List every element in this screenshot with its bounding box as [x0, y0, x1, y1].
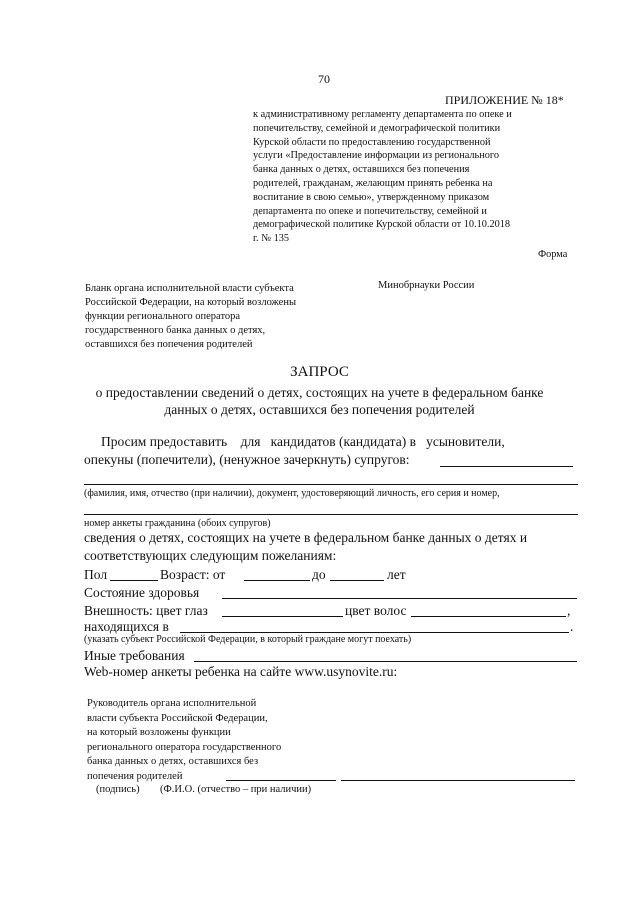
other-label: Иные требования: [84, 648, 185, 663]
appendix-line: г. № 135: [253, 233, 290, 245]
sender-line: Российской Федерации, на который возложены: [85, 297, 297, 308]
sender-blank: [85, 282, 296, 352]
fio-caption: (Ф.И.О. (отчество – при наличии): [160, 784, 312, 795]
period: .: [570, 619, 574, 634]
eye-color-input[interactable]: [222, 616, 343, 617]
appendix-line: Курской области по предоставлению государственной: [253, 136, 491, 148]
hint-fio: (фамилия, имя, отчество (при наличии), документ, удостоверяющий личность, его серия и номер,: [84, 488, 500, 499]
appendix-title: ПРИЛОЖЕНИЕ № 18*: [445, 93, 564, 107]
appendix-line: демографической политике Курской области от 10.10.2018: [253, 219, 511, 231]
signatory-line: Руководитель органа исполнительной: [87, 698, 257, 709]
signature-input[interactable]: [226, 780, 336, 781]
location-label: находящихся в: [84, 619, 169, 634]
age-unit-label: лет: [387, 567, 406, 582]
sender-line: оставшихся без попечения родителей: [85, 339, 253, 350]
fio-input[interactable]: [341, 780, 575, 781]
age-to-label: до: [312, 567, 326, 582]
subtitle-line: о предоставлении сведений о детях, состоящих на учете в федеральном банке: [95, 385, 544, 400]
appendix-line: департамента по опеке и попечительству, семейной и: [253, 205, 487, 217]
appendix-text: [253, 108, 575, 246]
sender-line: функции регионального оператора: [85, 311, 241, 322]
appendix-line: к административному регламенту департамента по опеке и: [253, 109, 512, 120]
info-line-1: сведения о детях, состоящих на учете в федеральном банке данных о детях и: [84, 530, 528, 545]
applicant-data-line[interactable]: [84, 484, 578, 485]
request-line-1: Просим предоставить для кандидатов (кандидата) в усыновители,: [101, 434, 505, 449]
eye-color-label: Внешность: цвет глаз: [84, 603, 208, 618]
info-line-2: соответствующих следующим пожеланиям:: [84, 548, 337, 563]
signatory-block: [87, 697, 281, 784]
applicant-data-line-2[interactable]: [84, 514, 578, 515]
recipient: Минобрнауки России: [378, 280, 475, 291]
spouses-input[interactable]: [440, 466, 573, 467]
age-from-label: Возраст: от: [160, 567, 226, 582]
appendix-line: родителей, гражданам, желающим принять ребенка на: [253, 177, 493, 189]
gender-label: Пол: [84, 567, 108, 582]
signatory-line: банка данных о детях, оставшихся без: [87, 756, 259, 767]
appendix-line: попечительству, семейной и демографической политики: [253, 122, 501, 134]
request-line-2: опекуны (попечители), (ненужное зачеркнуть) супругов:: [84, 452, 410, 467]
other-input[interactable]: [194, 661, 577, 662]
sender-line: Бланк органа исполнительной власти субъекта: [85, 283, 294, 294]
location-hint: (указать субъект Российской Федерации, в который граждане могут поехать): [84, 634, 412, 645]
appendix-line: банка данных о детях, оставшихся без попечения: [253, 164, 470, 176]
gender-input[interactable]: [110, 580, 158, 581]
subtitle-line: данных о детях, оставшихся без попечения родителей: [164, 401, 475, 417]
signatory-line: регионального оператора государственного: [87, 741, 282, 753]
signatory-line: попечения родителей: [87, 770, 183, 782]
appendix-line: воспитание в свою семью», утвержденному приказом: [253, 191, 490, 203]
page-number: 70: [318, 72, 330, 86]
document-title: ЗАПРОС: [290, 364, 349, 380]
signatory-line: на который возложены функции: [87, 727, 231, 738]
comma: ,: [567, 603, 571, 618]
hair-color-input[interactable]: [411, 616, 566, 617]
age-from-input[interactable]: [244, 580, 310, 581]
signature-caption: (подпись): [96, 784, 140, 795]
appendix-line: услуги «Предоставление информации из регионального: [253, 150, 499, 162]
hair-color-label: цвет волос: [345, 603, 407, 618]
form-label: Форма: [538, 249, 568, 260]
web-number-label: Web-номер анкеты ребенка на сайте www.usynovite.ru:: [84, 664, 398, 679]
sender-line: государственного банка данных о детях,: [85, 325, 266, 336]
hint-anketa: номер анкеты гражданина (обоих супругов): [84, 518, 271, 529]
health-input[interactable]: [222, 598, 577, 599]
age-to-input[interactable]: [330, 580, 384, 581]
health-label: Состояние здоровья: [84, 585, 200, 600]
document-subtitle: [0, 385, 639, 418]
signatory-line: власти субъекта Российской Федерации,: [87, 712, 268, 724]
location-input[interactable]: [180, 632, 569, 633]
